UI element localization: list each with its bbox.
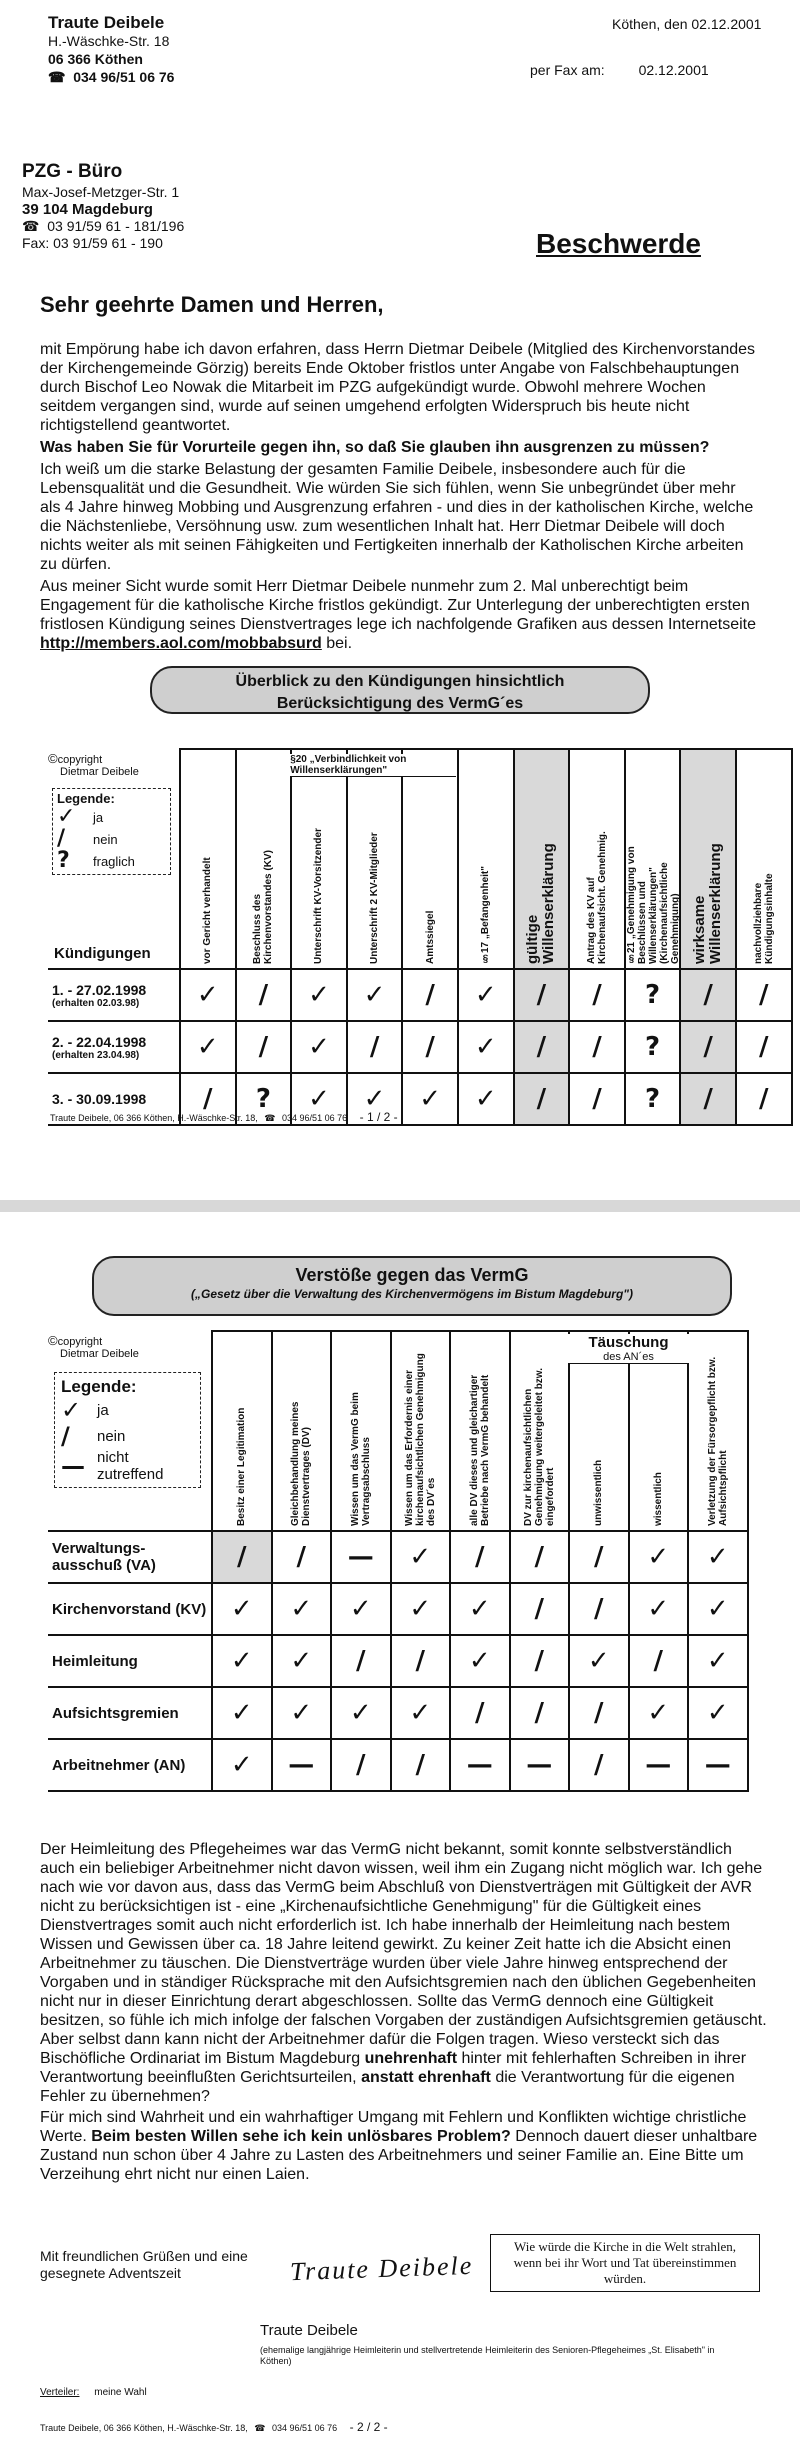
table1-column-header bbox=[569, 749, 625, 969]
recipient-city: 39 104 Magdeburg bbox=[22, 201, 153, 218]
table-cell bbox=[629, 1739, 689, 1791]
group-header: §20 „Verbindlichkeit von Willenserklärungen" bbox=[290, 754, 456, 777]
table-cell bbox=[402, 969, 458, 1021]
sender-city: 06 366 Köthen bbox=[48, 51, 143, 67]
copyright-icon: © bbox=[48, 1333, 58, 1348]
cell-mark: ✓ bbox=[196, 1032, 219, 1062]
table-cell bbox=[625, 969, 681, 1021]
body-text-page1 bbox=[40, 340, 760, 653]
cell-mark: ✓ bbox=[290, 1594, 313, 1624]
sender-block bbox=[48, 14, 348, 86]
table2-grid bbox=[48, 1330, 749, 1792]
sign-role: (ehemalige langjährige Heimleiterin und stellvertretende Heimleiterin des Senioren-Pflegeheimes „St. Elisabeth" in Köthen) bbox=[260, 2345, 715, 2366]
legend-item: — nicht zutreffend bbox=[61, 1449, 164, 1483]
cell-mark: ✓ bbox=[409, 1542, 432, 1572]
cell-mark: ✓ bbox=[647, 1698, 670, 1728]
row-label: 3. - 30.09.1998 bbox=[48, 1073, 180, 1125]
cell-mark: / bbox=[758, 980, 769, 1010]
copyright-note: ©copyright Dietmar Deibele bbox=[48, 1333, 139, 1360]
cell-mark: / bbox=[594, 1542, 604, 1572]
table-cell bbox=[510, 1739, 570, 1791]
table-cell bbox=[688, 1531, 748, 1583]
sender-name: Traute Deibele bbox=[48, 13, 165, 32]
cell-mark: ✓ bbox=[409, 1698, 432, 1728]
table-cell bbox=[180, 1021, 236, 1073]
table-cell bbox=[347, 969, 403, 1021]
table-cell bbox=[272, 1635, 332, 1687]
table-cell bbox=[569, 1635, 629, 1687]
cell-mark: ✓ bbox=[647, 1594, 670, 1624]
table2-column-header bbox=[569, 1331, 669, 1531]
paragraph: Für mich sind Wahrheit und ein wahrhaftiger Umgang mit Fehlern und Konflikten wichtige christliche Werte. Beim besten Willen sehe ich kein unlösbares Problem? Dennoch dauert dieser unhaltbare Zustand nun schon über 4 Jahre zu Lasten des Arbeitnehmers und seiner Familie an. Eine Bitte um Verzeihung ehrt nicht nur einen Laien. bbox=[40, 2109, 758, 2183]
table-cell bbox=[391, 1739, 451, 1791]
table2-column-header bbox=[272, 1331, 332, 1531]
legend-item: / nein bbox=[61, 1422, 126, 1450]
table-cell bbox=[272, 1583, 332, 1635]
table-cell bbox=[331, 1687, 391, 1739]
table-row bbox=[48, 1687, 748, 1739]
page-separator bbox=[0, 1200, 800, 1212]
paragraph: Aus meiner Sicht wurde somit Herr Dietmar Deibele nunmehr zum 2. Mal unberechtigt beim Engagement für die katholische Kirche fristlos gekündigt. Zur Unterlegung der unberechtigten ersten fristlosen Kündigung seines Dienstvertrages lege ich nachfolgende Grafiken aus dessen Internetseite http://members.aol.com/mobbabsurd bei. bbox=[40, 578, 756, 652]
table-cell bbox=[569, 1687, 629, 1739]
recipient-block bbox=[22, 160, 322, 252]
table-cell bbox=[212, 1531, 272, 1583]
table-cell bbox=[514, 1021, 570, 1073]
table-cell bbox=[688, 1635, 748, 1687]
table-cell bbox=[510, 1687, 570, 1739]
table2 bbox=[48, 1330, 748, 1792]
column-label: wissentlich bbox=[652, 1472, 664, 1526]
column-label: Amtssiegel bbox=[424, 910, 436, 964]
legend-item: ✓ ja bbox=[57, 804, 104, 829]
table-cell bbox=[450, 1635, 510, 1687]
table2-column-header bbox=[331, 1331, 391, 1531]
table1-column-header bbox=[402, 749, 458, 969]
cell-mark: ? bbox=[645, 1084, 661, 1114]
fax-line bbox=[530, 62, 709, 78]
table1-column-header bbox=[347, 749, 403, 969]
column-label: §17 „Befangenheit" bbox=[480, 866, 492, 964]
column-label: Unterschrift 2 KV-Mitglieder bbox=[369, 832, 381, 964]
column-label: Beschluss des Kirchenvorstandes (KV) bbox=[252, 850, 275, 964]
cell-mark: ✓ bbox=[349, 1698, 372, 1728]
cell-mark: / bbox=[592, 1032, 602, 1062]
copyright-icon: © bbox=[48, 751, 58, 766]
row-label: Aufsichtsgremien bbox=[48, 1687, 212, 1739]
table-cell bbox=[331, 1739, 391, 1791]
cell-mark: / bbox=[356, 1646, 366, 1676]
footer-page2: Traute Deibele, 06 366 Köthen, H.-Wäschke-Str. 18, ☎ 034 96/51 06 76 - 2 / 2 - bbox=[40, 2420, 388, 2434]
paragraph: mit Empörung habe ich davon erfahren, dass Herrn Dietmar Deibele (Mitglied des Kirchenvorstandes der Kirchengemeinde Görzig) bereits Ende Oktober fristlos unter Angabe von Falschbehauptungen durch Bischof Leo Nowak die Mitarbeit im PZG aufgekündigt wurde. Obwohl mehrere Wochen seitdem vergangen sind, wurde auf seinen umgehend erfolgten Widerspruch bis heute nicht richtigstellend geantwortet. bbox=[40, 341, 756, 434]
cell-mark: / bbox=[758, 1084, 769, 1114]
table1-column-header bbox=[236, 749, 292, 969]
cell-mark: ✓ bbox=[706, 1698, 729, 1728]
table2-column-header bbox=[391, 1331, 451, 1531]
website-link[interactable]: http://members.aol.com/mobbabsurd bbox=[40, 635, 322, 652]
cell-mark: / bbox=[296, 1542, 306, 1572]
question-line: Was haben Sie für Vorurteile gegen ihn, so daß Sie glauben ihn ausgrenzen zu müssen? bbox=[40, 439, 710, 456]
table-cell bbox=[625, 1021, 681, 1073]
table-cell bbox=[391, 1531, 451, 1583]
telephone-icon: ☎ bbox=[48, 69, 66, 85]
table-cell bbox=[272, 1531, 332, 1583]
cell-mark: / bbox=[415, 1646, 425, 1676]
table-row bbox=[48, 1635, 748, 1687]
row-label: 1. - 27.02.1998 (erhalten 02.03.98) bbox=[48, 969, 180, 1021]
column-label: Unterschrift KV-Vorsitzender bbox=[313, 828, 325, 964]
legend-item: ? fraglich bbox=[57, 848, 135, 873]
table-cell bbox=[212, 1583, 272, 1635]
table1-banner: Überblick zu den Kündigungen hinsichtlich Berücksichtigung des VermG´es bbox=[150, 666, 650, 714]
cell-mark: / bbox=[536, 1084, 547, 1114]
column-label: Wissen um das Erfordernis einer kirchenaufsichtlichen Genehmigung des DV´es bbox=[403, 1353, 437, 1526]
table-cell bbox=[212, 1739, 272, 1791]
table-row bbox=[48, 1021, 792, 1073]
page-1 bbox=[0, 0, 800, 1160]
table2-banner: Verstöße gegen das VermG („Gesetz über die Verwaltung des Kirchenvermögens im Bistum Magdeburg") bbox=[92, 1256, 732, 1316]
paragraph: Ich weiß um die starke Belastung der gesamten Familie Deibele, insbesondere auch für die Lebensqualität und die Gesundheit. Wie würden Sie sich fühlen, wenn Sie unbegründet über mehr als 4 Jahre hinweg Mobbing und Ausgrenzung erfahren - und dies in der katholischen Kirche, welche die Nächstenliebe, Versöhnung usw. zum wesentlichen Inhalt hat. Herr Dietmar Deibele will doch nichts weiter als mit seinen Fähigkeiten und Fertigkeiten innerhalb der Katholischen Kirche arbeiten zu dürfen. bbox=[40, 461, 754, 573]
salutation: Sehr geehrte Damen und Herren, bbox=[40, 292, 384, 317]
table-cell bbox=[236, 969, 292, 1021]
table-cell bbox=[688, 1739, 748, 1791]
telephone-icon: ☎ bbox=[22, 218, 40, 234]
cell-mark: ? bbox=[255, 1084, 271, 1114]
table1 bbox=[48, 748, 792, 1114]
sender-phone-line: ☎ 034 96/51 06 76 bbox=[48, 69, 175, 85]
cell-mark: ✓ bbox=[308, 1032, 330, 1062]
table-cell bbox=[680, 969, 736, 1021]
table1-column-header bbox=[458, 749, 514, 969]
table-cell bbox=[458, 1021, 514, 1073]
cell-mark: ✓ bbox=[363, 980, 386, 1010]
fax-date: 02.12.2001 bbox=[638, 62, 709, 78]
fax-label: per Fax am: bbox=[530, 62, 605, 78]
table-cell bbox=[510, 1583, 570, 1635]
row-label: 2. - 22.04.1998 (erhalten 23.04.98) bbox=[48, 1021, 180, 1073]
cell-mark: / bbox=[237, 1542, 247, 1572]
cell-mark: / bbox=[258, 1032, 269, 1062]
cell-mark: / bbox=[534, 1542, 544, 1572]
column-label: gültige Willenserklärung bbox=[524, 843, 558, 964]
cell-mark: ✓ bbox=[474, 1084, 497, 1114]
row-header: Kündigungen bbox=[54, 945, 151, 962]
column-label: unwissentlich bbox=[593, 1459, 605, 1526]
cell-mark: / bbox=[703, 980, 713, 1010]
table2-header-row bbox=[48, 1331, 748, 1531]
cell-mark: ✓ bbox=[647, 1542, 670, 1572]
telephone-icon: ☎ bbox=[254, 2423, 266, 2433]
column-label: alle DV dieses und gleichartiger Betriebe nach VermG behandelt bbox=[468, 1374, 491, 1526]
cell-mark: / bbox=[425, 980, 435, 1010]
table-cell bbox=[450, 1583, 510, 1635]
cell-mark: ✓ bbox=[349, 1594, 372, 1624]
sign-name: Traute Deibele bbox=[260, 2322, 358, 2339]
cell-mark: ✓ bbox=[290, 1646, 313, 1676]
body-text-page2 bbox=[40, 1840, 768, 2184]
table-row bbox=[48, 1583, 748, 1635]
cell-mark: / bbox=[592, 1084, 602, 1114]
cell-mark: ✓ bbox=[290, 1698, 313, 1728]
cell-mark: / bbox=[653, 1646, 663, 1676]
column-label: Verletzung der Fürsorgepflicht bzw. Aufsichtspflicht bbox=[706, 1356, 729, 1526]
table-cell bbox=[629, 1635, 689, 1687]
recipient-street: Max-Josef-Metzger-Str. 1 bbox=[22, 184, 180, 200]
cell-mark: / bbox=[415, 1750, 425, 1780]
row-label: Kirchenvorstand (KV) bbox=[48, 1583, 212, 1635]
table2-column-header bbox=[450, 1331, 510, 1531]
date-line: Köthen, den 02.12.2001 bbox=[612, 16, 762, 32]
column-label: Gleichbehandlung meines Dienstvertrages (DV) bbox=[290, 1401, 313, 1526]
cell-mark: — bbox=[704, 1750, 731, 1780]
table-cell bbox=[680, 1021, 736, 1073]
cell-mark: / bbox=[592, 980, 602, 1010]
table-cell bbox=[736, 969, 792, 1021]
cell-mark: ✓ bbox=[474, 980, 497, 1010]
cell-mark: ✓ bbox=[419, 1084, 442, 1114]
recipient-fax: Fax: 03 91/59 61 - 190 bbox=[22, 235, 163, 251]
table-cell bbox=[450, 1739, 510, 1791]
cell-mark: / bbox=[594, 1698, 604, 1728]
table1-grid bbox=[48, 748, 793, 1126]
cell-mark: — bbox=[645, 1750, 672, 1780]
cell-mark: ✓ bbox=[230, 1750, 253, 1780]
cell-mark: ✓ bbox=[196, 980, 219, 1010]
table-cell bbox=[569, 1583, 629, 1635]
table-cell bbox=[510, 1635, 570, 1687]
cell-mark: / bbox=[594, 1750, 604, 1780]
table-cell bbox=[331, 1583, 391, 1635]
cell-mark: ✓ bbox=[474, 1032, 497, 1062]
cell-mark: / bbox=[703, 1084, 713, 1114]
table1-column-header bbox=[180, 749, 236, 969]
table2-column-header bbox=[629, 1331, 689, 1531]
table1-column-header bbox=[736, 749, 792, 969]
table-cell bbox=[569, 1739, 629, 1791]
cell-mark: ✓ bbox=[468, 1646, 491, 1676]
cell-mark: ? bbox=[645, 1032, 661, 1062]
cell-mark: / bbox=[356, 1750, 366, 1780]
column-label: Besitz einer Legitimation bbox=[236, 1407, 248, 1526]
table-cell bbox=[450, 1531, 510, 1583]
cell-mark: ✓ bbox=[308, 1084, 330, 1114]
cell-mark: ✓ bbox=[230, 1698, 253, 1728]
table-cell bbox=[569, 1531, 629, 1583]
cell-mark: ✓ bbox=[230, 1594, 253, 1624]
table-row bbox=[48, 1739, 748, 1791]
group-header: Täuschung des AN´es bbox=[568, 1334, 689, 1364]
page-2 bbox=[0, 1212, 800, 2458]
cell-mark: ✓ bbox=[706, 1646, 729, 1676]
footer-page1: Traute Deibele, 06 366 Köthen, H.-Wäschke-Str. 18, ☎ 034 96/51 06 76 - 1 / 2 - bbox=[50, 1110, 398, 1124]
legend-item: ✓ ja bbox=[61, 1396, 109, 1424]
cell-mark: / bbox=[258, 980, 269, 1010]
cell-mark: ✓ bbox=[587, 1646, 610, 1676]
signature: Traute Deibele bbox=[289, 2250, 474, 2287]
table-cell bbox=[391, 1635, 451, 1687]
legend-box: Legende: ✓ ja / nein ? fraglich bbox=[52, 788, 171, 875]
table-cell bbox=[391, 1687, 451, 1739]
column-label: DV zur kirchenaufsichtlichen Genehmigung weitergeleitet bzw. eingefordert bbox=[522, 1368, 556, 1526]
table2-column-header bbox=[688, 1331, 748, 1531]
row-label: Arbeitnehmer (AN) bbox=[48, 1739, 212, 1791]
column-label: nachvollziehbare Kündigungsinhalte bbox=[752, 873, 775, 964]
cell-mark: ? bbox=[645, 980, 661, 1010]
cell-mark: / bbox=[203, 1084, 213, 1114]
table-row bbox=[48, 1531, 748, 1583]
telephone-icon: ☎ bbox=[264, 1113, 276, 1123]
cell-mark: / bbox=[594, 1594, 604, 1624]
table-cell bbox=[688, 1687, 748, 1739]
table-cell bbox=[272, 1687, 332, 1739]
table-cell bbox=[272, 1739, 332, 1791]
cell-mark: / bbox=[703, 1032, 713, 1062]
cell-mark: / bbox=[534, 1646, 544, 1676]
cell-mark: — bbox=[466, 1750, 493, 1780]
column-label: vor Gericht verhandelt bbox=[202, 857, 214, 964]
legend-item: / nein bbox=[57, 826, 118, 851]
table1-column-header bbox=[514, 749, 570, 969]
table1-header-row bbox=[48, 749, 792, 969]
row-label: Heimleitung bbox=[48, 1635, 212, 1687]
column-label: Wissen um das VermG beim Vertragsabschluss bbox=[349, 1392, 372, 1526]
subject: Beschwerde bbox=[536, 228, 701, 259]
table-cell bbox=[402, 1021, 458, 1073]
table-cell bbox=[450, 1687, 510, 1739]
table2-column-header bbox=[510, 1331, 570, 1531]
row-label: Verwaltungs-ausschuß (VA) bbox=[48, 1531, 212, 1583]
cell-mark: — bbox=[347, 1542, 374, 1572]
table-cell bbox=[629, 1687, 689, 1739]
table-cell bbox=[688, 1583, 748, 1635]
table-cell bbox=[736, 1021, 792, 1073]
table-cell bbox=[569, 969, 625, 1021]
column-label: Antrag des KV auf Kirchenaufsicht. Genehmig. bbox=[585, 831, 608, 964]
table-cell bbox=[331, 1531, 391, 1583]
table-cell bbox=[236, 1021, 292, 1073]
column-label: wirksame Willenserklärung bbox=[691, 843, 725, 964]
cell-mark: / bbox=[475, 1542, 485, 1572]
table-cell bbox=[391, 1583, 451, 1635]
table-cell bbox=[629, 1583, 689, 1635]
paragraph: Der Heimleitung des Pflegeheimes war das VermG nicht bekannt, somit konnte selbstverständlich auch ein beliebiger Arbeitnehmer nicht davon wissen, weil ihm ein Zugang nicht möglich war. Ich gehe nach wie vor davon aus, dass das VermG beim Abschluß von Dienstverträgen mit Gültigkeit der AVR nicht zu berücksichtigen ist - eine „Kirchenaufsichtliche Genehmigung" für die Gültigkeit eines Dienstvertrages somit auch nicht erforderlich ist. Ich habe innerhalb der Heimleitung nach bestem Wissen und Gewissen über ca. 18 Jahre leitend gewirkt. Zu keiner Zeit hatte ich die Absicht einen Arbeitnehmer zu täuschen. Die Dienstverträge wurden über viele Jahre hinweg entsprechend der Vorgaben und in ständiger Rücksprache mit den Aufsichtsgremien nach den üblichen Gegebenheiten nicht nur in dieser Einrichtung derart abgeschlossen. Sollte das VermG dennoch eine Gültigkeit besitzen, so fühle ich mich infolge der falschen Vorgaben der zuständigen Aufsichtsgremien getäuscht. Aber selbst dann kann nicht der Arbeitnehmer dafür die Folgen tragen. Wieso versteckt sich das Bischöfliche Ordinariat im Bistum Magdeburg unehrenhaft hinter mit fehlerhaften Schreiben in ihrer Verantwortung beeinflußten Gerichtsurteilen, anstatt ehrenhaft die Verantwortung für die eigenen Fehler zu übernehmen? bbox=[40, 1841, 767, 2105]
cell-mark: / bbox=[475, 1698, 485, 1728]
cell-mark: — bbox=[526, 1750, 553, 1780]
table1-column-header bbox=[625, 749, 681, 969]
cell-mark: ✓ bbox=[706, 1594, 729, 1624]
closing: Mit freundlichen Grüßen und eine gesegnete Adventszeit bbox=[40, 2248, 248, 2281]
column-label: §21 „Genehmigung von Beschlüssen und Willenserklärungen" (Kirchenaufsichtliche Genehmigung) bbox=[625, 846, 681, 964]
cell-mark: / bbox=[534, 1698, 544, 1728]
sender-street: H.-Wäschke-Str. 18 bbox=[48, 33, 170, 49]
table2-column-header bbox=[212, 1331, 272, 1531]
table-row bbox=[48, 969, 792, 1021]
sign-block bbox=[260, 2322, 730, 2367]
recipient-name: PZG - Büro bbox=[22, 161, 123, 182]
table-cell bbox=[458, 969, 514, 1021]
cell-mark: ✓ bbox=[363, 1084, 386, 1114]
quote-box: Wie würde die Kirche in die Welt strahlen, wenn bei ihr Wort und Tat übereinstimmen würden. bbox=[490, 2234, 760, 2292]
cell-mark: / bbox=[536, 1032, 547, 1062]
cell-mark: / bbox=[425, 1032, 435, 1062]
copyright-note: ©copyright Dietmar Deibele bbox=[48, 751, 139, 778]
cell-mark: — bbox=[288, 1750, 315, 1780]
table-cell bbox=[331, 1635, 391, 1687]
table-cell bbox=[291, 969, 347, 1021]
cell-mark: / bbox=[369, 1032, 380, 1062]
table-cell bbox=[180, 969, 236, 1021]
table-cell bbox=[212, 1635, 272, 1687]
cell-mark: ✓ bbox=[230, 1646, 253, 1676]
table2-legend-cell bbox=[48, 1331, 212, 1531]
table-cell bbox=[510, 1531, 570, 1583]
cell-mark: ✓ bbox=[706, 1542, 729, 1572]
cell-mark: ✓ bbox=[308, 980, 330, 1010]
cell-mark: / bbox=[758, 1032, 769, 1062]
cell-mark: / bbox=[536, 980, 547, 1010]
cell-mark: ✓ bbox=[409, 1594, 432, 1624]
table-cell bbox=[347, 1021, 403, 1073]
cell-mark: ✓ bbox=[468, 1594, 491, 1624]
table1-column-header bbox=[680, 749, 736, 969]
recipient-phone-line: ☎ 03 91/59 61 - 181/196 bbox=[22, 218, 185, 234]
table-cell bbox=[291, 1021, 347, 1073]
cell-mark: / bbox=[534, 1594, 544, 1624]
table-cell bbox=[569, 1021, 625, 1073]
table1-legend-cell bbox=[48, 749, 180, 969]
legend-box: Legende: ✓ ja / nein — nicht zutreffend bbox=[54, 1372, 201, 1488]
table-cell bbox=[212, 1687, 272, 1739]
verteiler: Verteiler: meine Wahl bbox=[40, 2387, 147, 2398]
table-cell bbox=[514, 969, 570, 1021]
table-cell bbox=[629, 1531, 689, 1583]
